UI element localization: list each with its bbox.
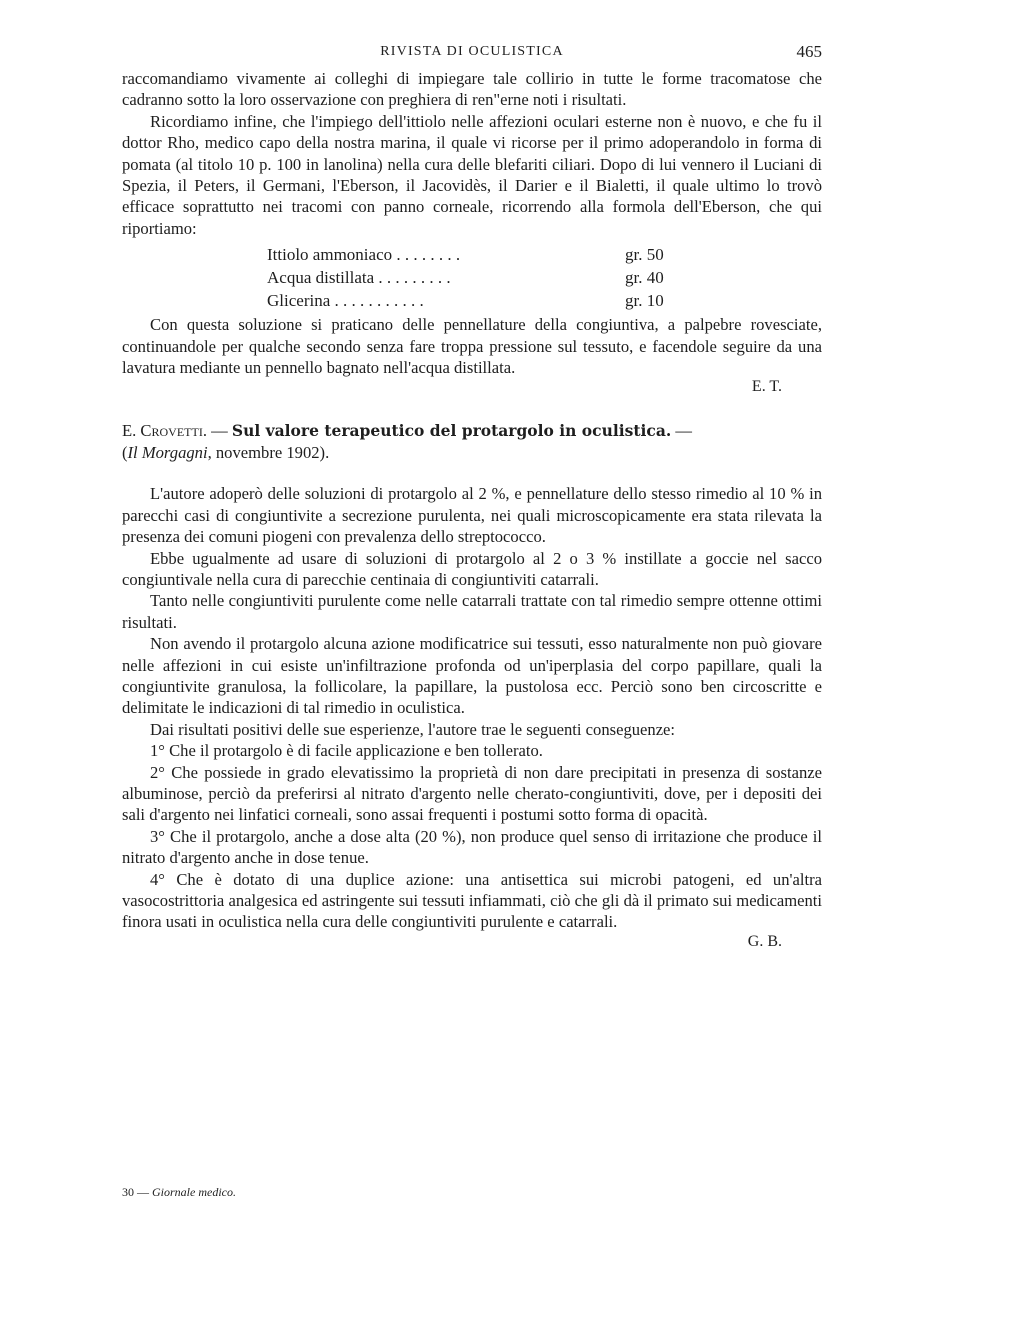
paragraph-application: Con questa soluzione si praticano delle pennellature della congiuntiva, a palpebre rovesciate, continuandole per qualche secondo senza fare troppa pressione sul tessuto, e facendole seguire da una lavatura mediante un pennello bagnato nell'acqua distillata. [122, 315, 822, 378]
signature-et: E. T. [751, 378, 782, 396]
conclusion-text: 4° Che è dotato di una duplice azione: una antisettica sui microbi patogeni, ed un'altra vasocostrittoria analgesica ed astringente sui tessuti infiammati, ciò che gli dà il primato sui medicamenti finora usati in oculistica nella cura delle congiuntiviti purulente e catarrali. [122, 869, 822, 932]
conclusion-item: 1° Che il protargolo è di facile applicazione e ben tollerato. [150, 741, 543, 761]
recipe-row [267, 289, 687, 312]
source-date: , novembre 1902). [207, 442, 330, 462]
recipe-ingredient: Acqua distillata . . . . . . . . . [267, 268, 451, 288]
source-journal: Il Morgagni [127, 442, 208, 462]
review-author: E. Crovetti. [122, 421, 207, 441]
recipe-table [267, 243, 687, 312]
review-dash: — [206, 421, 232, 441]
footer-number: 30 [122, 1185, 134, 1199]
paragraph-continuation: raccomandiamo vivamente ai colleghi di impiegare tale collirio in tutte le forme tracomatose che cadranno sotto la loro osservazione con preghiera di ren"erne noti i risultati. [122, 69, 822, 110]
review-paragraph: Ebbe ugualmente ad usare di soluzioni di protargolo al 2 o 3 % instillate a goccie nel sacco congiuntivale nella cura di parecchie centinaia di congiuntiviti catarrali. [122, 548, 822, 589]
recipe-quantity: gr. 40 [625, 268, 664, 288]
conclusion-item: 3° Che il protargolo, anche a dose alta (20 %), non produce quel senso di irritazione che produce il nitrato d'argento anche in dose tenue. [122, 826, 822, 868]
review-title-dash: — [671, 421, 693, 441]
recipe-row [267, 266, 687, 289]
signature-line [122, 933, 822, 951]
conclusion-item: 2° Che possiede in grado elevatissimo la proprietà di non dare precipitati in presenza di sostanze albuminose, perciò da preferirsi al nitrato d'argento nelle cherato-congiuntiviti, dove, per i depositi dei sali d'argento nei linfatici corneali, sono assai frequenti i postumi sotto forma di opacità. [122, 762, 822, 825]
signature-gb: G. B. [747, 932, 782, 950]
review-heading [122, 420, 822, 463]
paragraph-ittiolo-history: Ricordiamo infine, che l'impiego dell'ittiolo nelle affezioni oculari esterne non è nuovo, e che fu il dottor Rho, medico capo della nostra marina, il quale vi ricorse per il primo adoperandolo in forma di pomata (al titolo 10 p. 100 in lanolina) nella cura delle blefariti ciliari. Dopo di lui vennero il Luciani di Spezia, il Peters, il Germani, l'Eberson, il Jacovidès, il Darier e il Bialetti, il quale ultimo lo trovò efficace soprattutto nei tracomi con panno corneale, ricorrendo alla formola dell'Eberson, che qui riportiamo: [122, 111, 822, 238]
footer-dash: — [134, 1185, 152, 1199]
recipe-quantity: gr. 10 [625, 291, 664, 311]
page-footer [122, 1185, 236, 1200]
recipe-ingredient: Glicerina . . . . . . . . . . . [267, 291, 424, 311]
signature-line [122, 378, 822, 396]
page-header [122, 38, 822, 68]
page-number: 465 [796, 42, 822, 61]
recipe-row [267, 243, 687, 266]
review-paragraph: L'autore adoperò delle soluzioni di protargolo al 2 %, e pennellature dello stesso rimedio al 10 % in parecchi casi di congiuntivite a secrezione purulenta, nei quali microscopicamente era stata rilevata la presenza dei comuni piogeni con prevalenza dello streptococco. [122, 484, 822, 547]
conclusion-item [122, 869, 822, 933]
recipe-quantity: gr. 50 [625, 245, 664, 265]
review-body [122, 483, 822, 951]
running-title: RIVISTA DI OCULISTICA [380, 44, 564, 59]
footer-journal: Giornale medico. [152, 1185, 236, 1199]
page-body [122, 38, 822, 951]
review-source [122, 443, 329, 462]
recipe-ingredient: Ittiolo ammoniaco . . . . . . . . [267, 245, 461, 265]
review-paragraph: Non avendo il protargolo alcuna azione modificatrice sui tessuti, esso naturalmente non può giovare nelle affezioni in cui esiste un'infiltrazione profonda od un'iperplasia del corpo papillare, quali la congiuntivite granulosa, la follicolare, la papillare, la pustolosa ecc. Perciò sono ben circoscritte e delimitate le indicazioni di tal rimedio in oculistica. [122, 634, 822, 718]
source-open-paren: ( [122, 442, 128, 462]
review-paragraph: Dai risultati positivi delle sue esperienze, l'autore trae le seguenti conseguenze: [150, 719, 676, 739]
review-title: Sul valore terapeutico del protargolo in oculistica. [231, 421, 672, 441]
review-paragraph: Tanto nelle congiuntiviti purulente come nelle catarrali trattate con tal rimedio sempre ottenne ottimi risultati. [122, 591, 822, 632]
